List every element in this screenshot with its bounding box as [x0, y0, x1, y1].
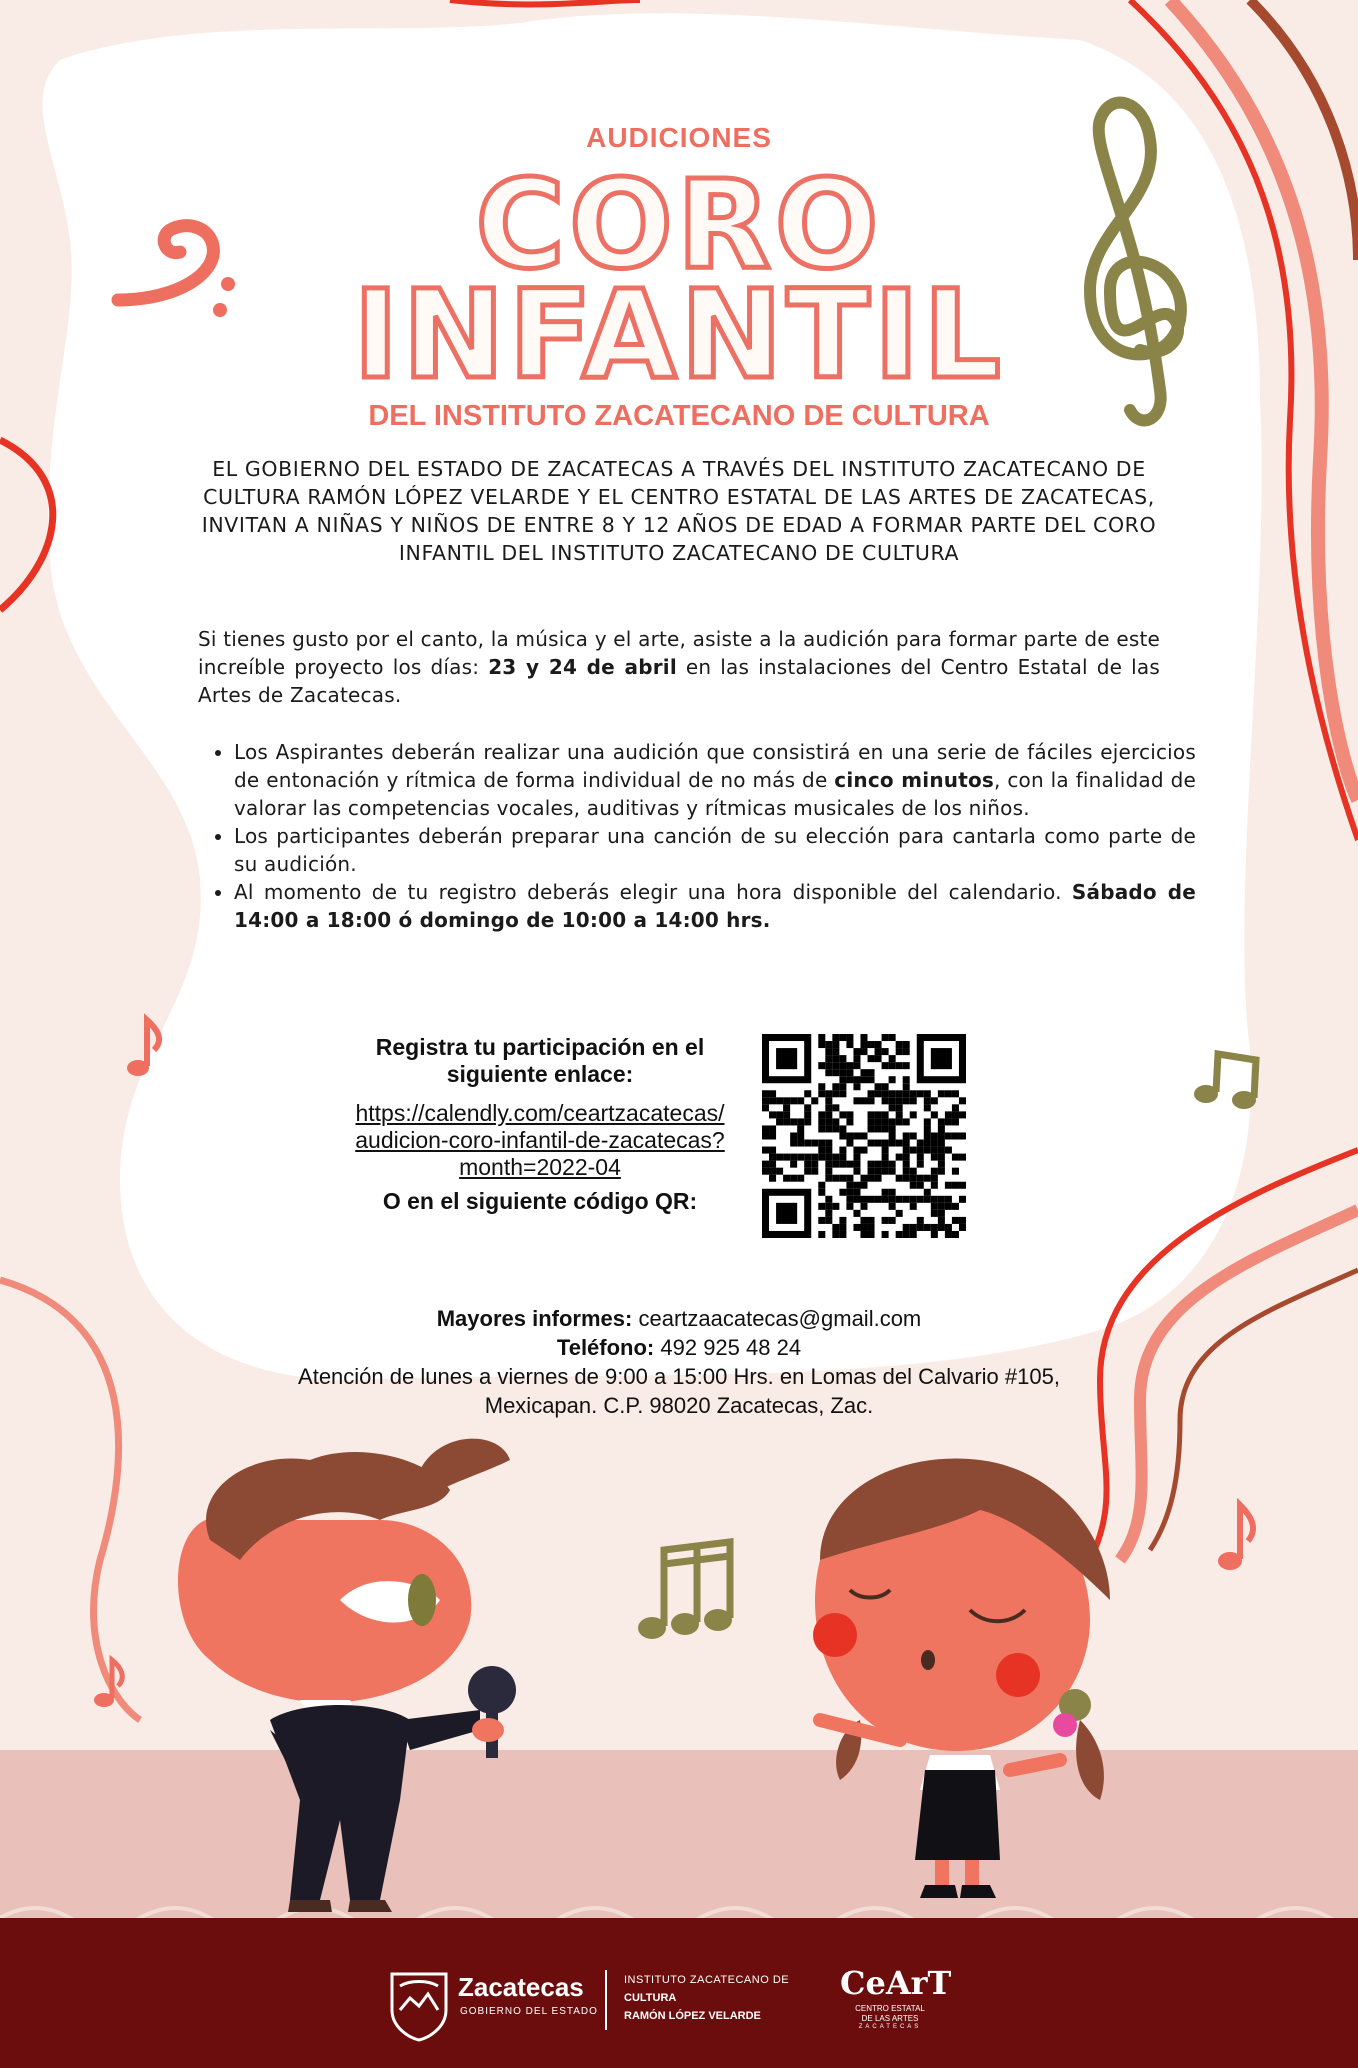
ribbon-left-top	[0, 440, 53, 610]
list-item-text: Al momento de tu registro deberás elegir una hora disponible del calendario.	[234, 880, 1072, 904]
list-item	[234, 878, 1196, 934]
kicker-title: AUDICIONES	[586, 122, 772, 153]
contact-phone-line	[0, 1333, 1358, 1362]
requirements-list	[198, 738, 1196, 934]
ceart-logo-sub2: DE LAS ARTES	[861, 2014, 919, 2023]
audition-dates: 23 y 24 de abril	[488, 655, 677, 679]
title-line-infantil: INFANTIL	[353, 264, 1005, 406]
stage-floor	[0, 1750, 1358, 1920]
ceart-logo-sub3: ZACATECAS	[858, 2024, 922, 2030]
zacatecas-shield-icon	[388, 1970, 450, 2042]
footer-band	[0, 1918, 1358, 2068]
eighth-note-icon	[1218, 1505, 1253, 1570]
list-item-text-end: , con la finalidad de valorar las competencias vocales, auditivas y rítmicas musicales de los niños.	[234, 768, 1196, 820]
contact-hours: Atención de lunes a viernes de 9:00 a 15:00 Hrs. en Lomas del Calvario #105,	[298, 1364, 1060, 1389]
qr-code-icon[interactable]	[762, 1034, 966, 1238]
izc-logo-line1: INSTITUTO ZACATECANO DE	[624, 1974, 790, 1986]
list-item-text: Los participantes deberán preparar una canción de su elección para cantarla como parte de su audición.	[234, 824, 1196, 876]
contact-info-line	[0, 1304, 1358, 1333]
contact-phone: 492 925 48 24	[654, 1335, 802, 1360]
paragraph-text: Si tienes gusto por el canto, la música y el arte, asiste a la audición para formar parte de este increíble proyecto los días:	[198, 627, 1160, 679]
ceart-logo-title: CeArT	[840, 1964, 952, 2002]
registration-title: Registra tu participación en el siguiente enlace:	[375, 1034, 705, 1087]
intro-text: EL GOBIERNO DEL ESTADO DE ZACATECAS A TRAVÉS DEL INSTITUTO ZACATECANO DE CULTURA RAMÓN LÓPEZ VELARDE Y EL CENTRO ESTATAL DE LAS ARTES DE ZACATECAS, INVITAN A NIÑAS Y NIÑOS DE ENTRE 8 Y 12 AÑOS DE EDAD A FORMAR PARTE DEL CORO INFANTIL DEL INSTITUTO ZACATECANO DE CULTURA	[201, 457, 1157, 565]
description-paragraph	[198, 625, 1160, 709]
ribbon-top-left	[450, 0, 640, 4]
beamed-notes-icon	[638, 1542, 732, 1639]
izc-logo-line3: RAMÓN LÓPEZ VELARDE	[624, 2010, 761, 2022]
contact-email[interactable]: ceartzaacatecas@gmail.com	[632, 1306, 922, 1331]
phone-label: Teléfono:	[556, 1335, 655, 1360]
ceart-logo-sub1: CENTRO ESTATAL	[855, 2004, 925, 2013]
izc-logo-line2: CULTURA	[624, 1992, 677, 2004]
list-item-text: Los Aspirantes deberán realizar una audición que consistirá en una serie de fáciles ejercicios de entonación y rítmica de forma individual de no más de	[234, 740, 1196, 792]
list-item	[234, 822, 1196, 878]
zacatecas-logo-sub: GOBIERNO DEL ESTADO	[460, 2006, 598, 2017]
subtitle: DEL INSTITUTO ZACATECANO DE CULTURA	[368, 400, 990, 432]
list-item	[234, 738, 1196, 822]
info-label: Mayores informes:	[436, 1306, 633, 1331]
paragraph-text-end: en las instalaciones del Centro Estatal de las Artes de Zacatecas.	[198, 655, 1160, 707]
list-item-bold: cinco minutos	[834, 768, 994, 792]
zacatecas-logo-title: Zacatecas	[458, 1972, 584, 2002]
footer-divider	[605, 1970, 607, 2030]
list-item-bold: Sábado de 14:00 a 18:00 ó domingo de 10:00 a 14:00 hrs.	[234, 880, 1196, 932]
registration-link[interactable]: https://calendly.com/ceartzacatecas/audicion-coro-infantil-de-zacatecas?month=2022-04	[355, 1100, 725, 1180]
contact-address: Mexicapan. C.P. 98020 Zacatecas, Zac.	[484, 1393, 874, 1418]
title-line-coro: CORO	[475, 154, 883, 296]
qr-label: O en el siguiente código QR:	[382, 1188, 698, 1214]
